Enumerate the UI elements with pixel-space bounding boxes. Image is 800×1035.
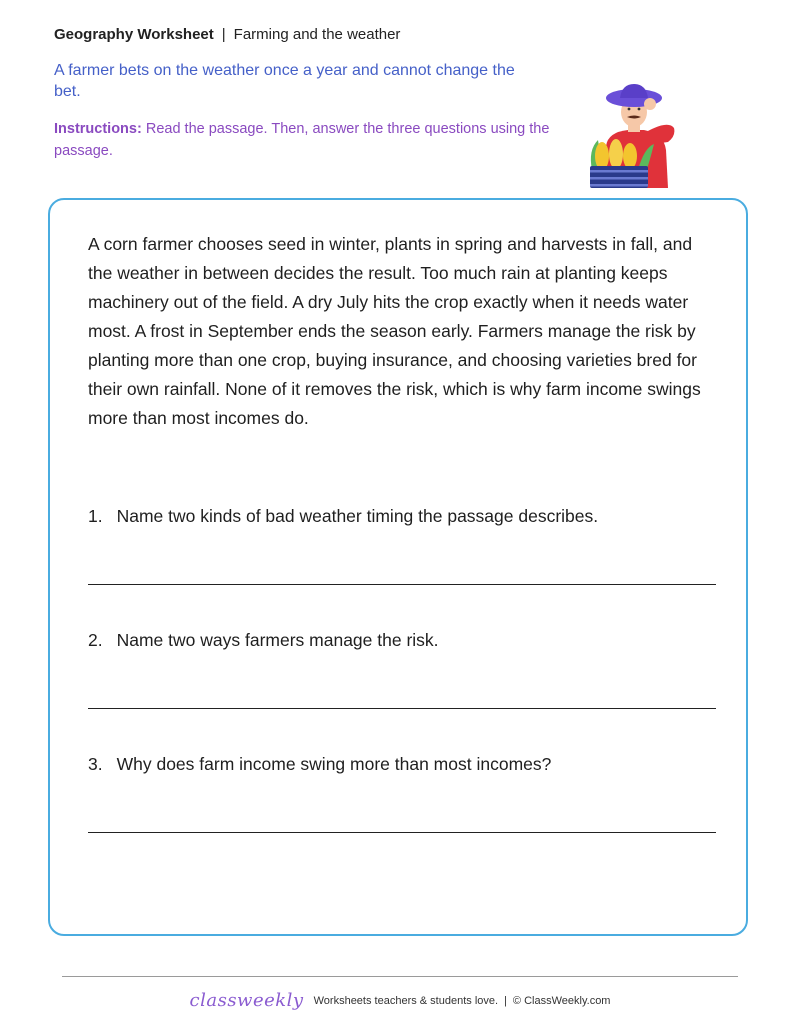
farmer-with-corn-basket-icon	[584, 84, 688, 192]
worksheet-header	[54, 26, 400, 43]
header-separator: |	[221, 26, 226, 43]
answer-line-2[interactable]	[88, 708, 716, 709]
footer-divider	[62, 976, 738, 977]
question-3	[88, 754, 708, 775]
question-number: 2.	[88, 630, 103, 650]
corn-cob-3	[623, 143, 637, 169]
question-number: 1.	[88, 506, 103, 526]
question-2	[88, 630, 708, 651]
question-1	[88, 506, 708, 527]
instructions	[54, 118, 564, 162]
corn-cob-1	[595, 142, 609, 170]
answer-line-3[interactable]	[88, 832, 716, 833]
footer-separator: |	[504, 995, 507, 1007]
worksheet-topic: Farming and the weather	[233, 26, 401, 43]
question-number: 3.	[88, 754, 103, 774]
basket-stripe-2	[590, 177, 648, 180]
worksheet-subject: Geography Worksheet	[54, 26, 214, 43]
corn-cob-2	[609, 139, 623, 169]
basket-stripe-3	[590, 184, 648, 187]
farmer-illustration	[584, 84, 688, 192]
footer-copyright: © ClassWeekly.com	[512, 995, 611, 1007]
farmer-eye-left	[628, 108, 631, 111]
footer	[0, 990, 800, 1011]
instructions-label: Instructions:	[54, 121, 142, 137]
brand-logo: classweekly	[189, 990, 304, 1011]
question-text: Why does farm income swing more than most incomes?	[116, 754, 552, 774]
footer-tagline: Worksheets teachers & students love.	[313, 995, 499, 1007]
reading-passage: A corn farmer chooses seed in winter, plants in spring and harvests in fall, and the weather in between decides the result. Too much rain at planting keeps machinery out of the field. A dry July hits the crop exactly when it needs water most. A frost in September ends the season early. Farmers manage the risk by planting more than one crop, buying insurance, and choosing varieties bred for their own rainfall. None of it removes the risk, which is why farm income swings more than most incomes do.	[88, 234, 701, 428]
worksheet-subtitle: A farmer bets on the weather once a year and cannot change the bet.	[54, 62, 515, 100]
worksheet-card	[48, 198, 748, 936]
instructions-text: Read the passage. Then, answer the three questions using the passage.	[54, 121, 550, 159]
question-text: Name two ways farmers manage the risk.	[116, 630, 439, 650]
farmer-hand	[644, 98, 656, 110]
question-text: Name two kinds of bad weather timing the passage describes.	[116, 506, 599, 526]
answer-line-1[interactable]	[88, 584, 716, 585]
farmer-hat-top	[620, 84, 648, 98]
basket-stripe-1	[590, 170, 648, 173]
farmer-eye-right	[638, 108, 641, 111]
